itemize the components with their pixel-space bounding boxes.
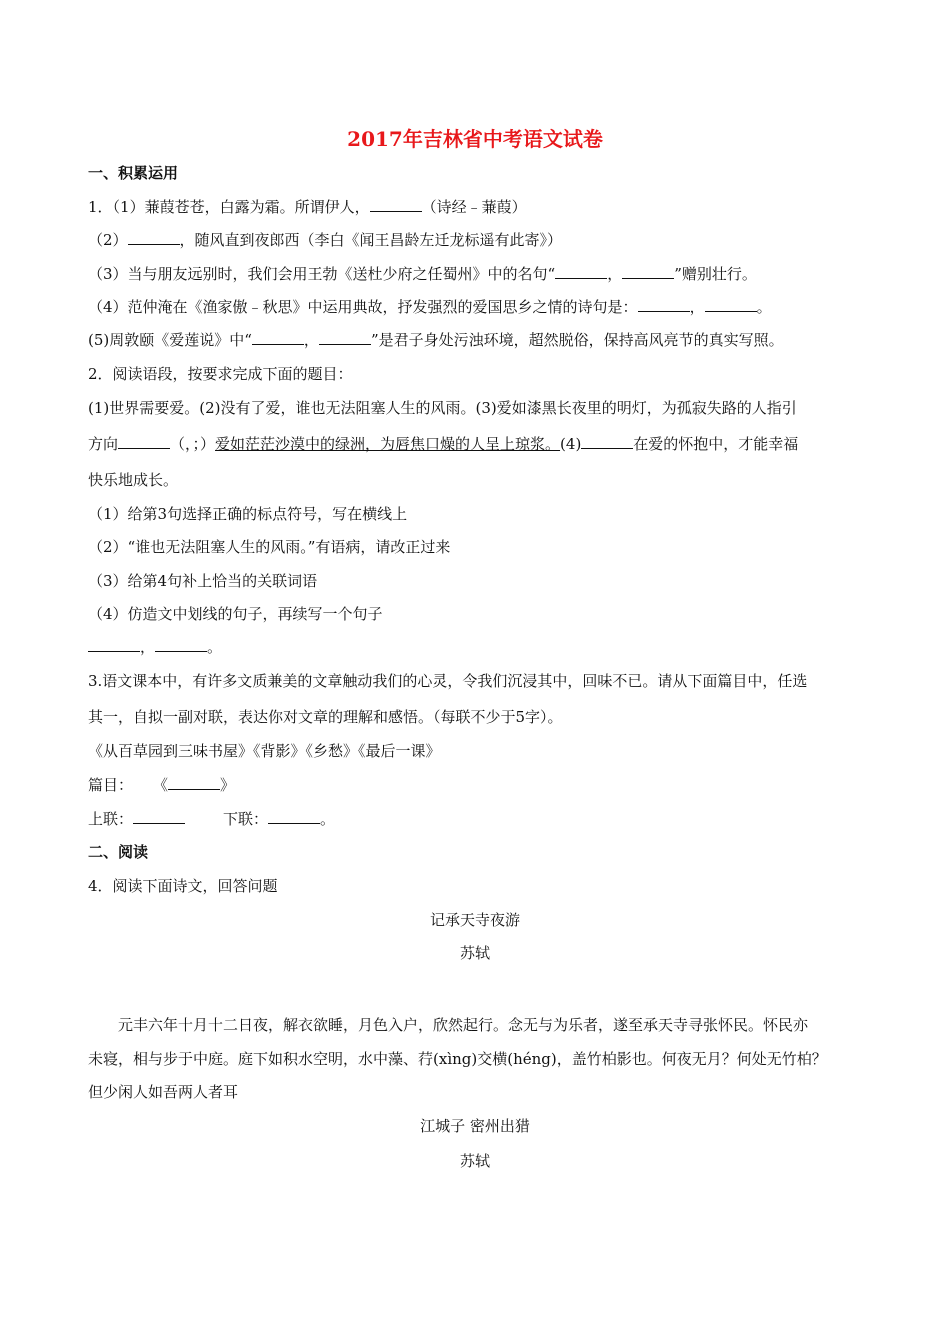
q3-pianmu-label: 篇目： <box>88 776 134 794</box>
q2-answer-end: 。 <box>207 638 223 656</box>
q2-subquestion-4: （4）仿造文中划线的句子，再续写一个句子 <box>88 605 383 623</box>
answer-blank[interactable] <box>581 434 633 449</box>
q2-passage-line2 <box>88 433 798 455</box>
q3-stem-line1: 3.语文课本中，有许多文质兼美的文章触动我们的心灵，令我们沉浸其中，回味不已。请从下面篇目中，任选 <box>88 672 808 690</box>
q2-stem: 2．阅读语段，按要求完成下面的题目： <box>88 365 353 383</box>
answer-blank[interactable] <box>252 330 304 345</box>
q3-couplet-line <box>88 808 335 830</box>
answer-blank[interactable] <box>555 264 607 279</box>
page-title: 2017年吉林省中考语文试卷 <box>347 127 603 151</box>
q2-passage-line1: (1)世界需要爱。(2)没有了爱，谁也无法阻塞人生的风雨。(3)爱如漆黑长夜里的明灯，为孤寂失路的人指引 <box>88 399 797 417</box>
answer-blank[interactable] <box>118 434 170 449</box>
q1-part3-end: ”赠别壮行。 <box>674 265 757 283</box>
q3-shanglian-label: 上联： <box>88 810 134 828</box>
q2-answer-line <box>88 636 222 658</box>
answer-blank[interactable] <box>705 297 757 312</box>
q2-sentence4-number: (4) <box>560 435 582 453</box>
q1-part3 <box>88 263 757 285</box>
text1-title: 记承天寺夜游 <box>429 911 520 929</box>
q3-title-options: 《从百草园到三味书屋》《背影》《乡愁》《最后一课》 <box>88 742 441 760</box>
q1-part4-end: 。 <box>756 298 772 316</box>
q1-part3-text: （3）当与朋友远别时，我们会用王勃《送杜少府之任蜀州》中的名句“ <box>88 265 556 283</box>
q1-part4-sep: ， <box>689 298 705 316</box>
answer-blank[interactable] <box>88 637 140 652</box>
q1-part2-text: ，随风直到夜郎西（李白《闻王昌龄左迁龙标遥有此寄》） <box>179 231 563 249</box>
q1-part1-source: （诗经﹣蒹葭） <box>421 198 527 216</box>
q1-part5-end: ”是君子身处污浊环境，超然脱俗，保持高风亮节的真实写照。 <box>370 331 784 349</box>
answer-blank[interactable] <box>370 197 422 212</box>
q1-part5-sep: ， <box>303 331 319 349</box>
q1-part1-text: 1．（1）蒹葭苍苍，白露为霜。所谓伊人， <box>88 198 370 216</box>
answer-blank[interactable] <box>168 775 220 790</box>
q3-xialian-end: 。 <box>320 810 336 828</box>
q3-stem-line2: 其一，自拟一副对联，表达你对文章的理解和感悟。（每联不少于5字）。 <box>88 708 563 726</box>
q2-punctuation-options: （，；） <box>170 435 216 453</box>
text1-author: 苏轼 <box>459 944 490 962</box>
text1-paragraph-line2: 未寝，相与步于中庭。庭下如积水空明，水中藻、荇(xìng)交横(héng)，盖竹柏影也。何夜无月？何处无竹柏？ <box>88 1050 827 1068</box>
section-heading-reading: 二、阅读 <box>88 843 149 861</box>
q2-underlined-sentence: 爱如茫茫沙漠中的绿洲，为唇焦口燥的人呈上琼浆。 <box>215 435 561 453</box>
section-heading-accumulation: 一、积累运用 <box>88 164 179 182</box>
answer-blank[interactable] <box>133 809 185 824</box>
q1-part1 <box>88 196 527 218</box>
q2-passage-line3: 快乐地成长。 <box>88 471 179 489</box>
q3-xialian-label: 下联： <box>223 810 269 828</box>
q2-subquestion-1: （1）给第3句选择正确的标点符号，写在横线上 <box>88 505 408 523</box>
q3-pianmu-line <box>88 774 235 796</box>
answer-blank[interactable] <box>319 330 371 345</box>
answer-blank[interactable] <box>128 230 180 245</box>
q1-part5-text: (5)周敦颐《爱莲说》中“ <box>88 331 252 349</box>
q1-part2-number: （2） <box>88 231 128 249</box>
q1-part2 <box>88 229 562 251</box>
q3-pianmu-open: 《 <box>153 776 169 794</box>
answer-blank[interactable] <box>155 637 207 652</box>
q1-part4 <box>88 296 772 318</box>
q1-part5 <box>88 329 784 351</box>
q2-subquestion-2: （2）“谁也无法阻塞人生的风雨。”有语病，请改正过来 <box>88 538 451 556</box>
q1-part3-sep: ， <box>607 265 623 283</box>
answer-blank[interactable] <box>638 297 690 312</box>
text2-author: 苏轼 <box>459 1152 490 1170</box>
q4-stem: 4．阅读下面诗文，回答问题 <box>88 877 278 895</box>
answer-blank[interactable] <box>268 809 320 824</box>
text2-title: 江城子 密州出猎 <box>420 1117 530 1135</box>
q2-subquestion-3: （3）给第4句补上恰当的关联词语 <box>88 572 318 590</box>
q2-passage-text-end: 在爱的怀抱中，才能幸福 <box>633 435 799 453</box>
q3-pianmu-close: 》 <box>220 776 236 794</box>
q2-answer-sep: ， <box>140 638 156 656</box>
answer-blank[interactable] <box>622 264 674 279</box>
text1-paragraph-line1: 元丰六年十月十二日夜，解衣欲睡，月色入户，欣然起行。念无与为乐者，遂至承天寺寻张怀民。怀民亦 <box>118 1016 809 1034</box>
text1-paragraph-line3: 但少闲人如吾两人者耳 <box>88 1083 239 1101</box>
q2-passage-text: 方向 <box>88 435 119 453</box>
q1-part4-text: （4）范仲淹在《渔家傲﹣秋思》中运用典故，抒发强烈的爱国思乡之情的诗句是： <box>88 298 638 316</box>
